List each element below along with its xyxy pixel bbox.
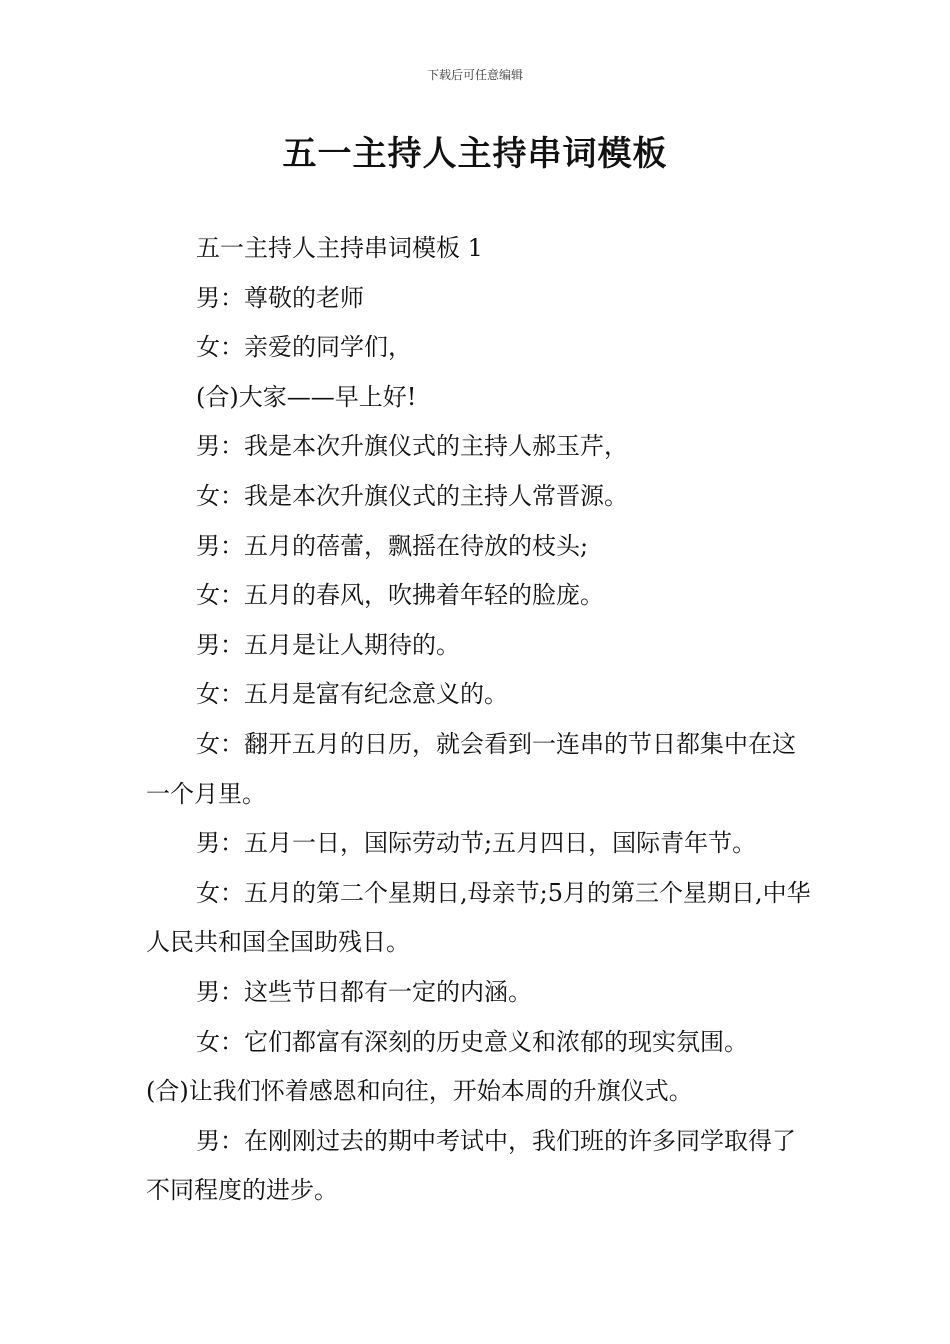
header-note: 下载后可任意编辑 — [426, 68, 523, 82]
paragraph: 女：五月的第二个星期日,母亲节;5月的第三个星期日,中华人民共和国全国助残日。 — [146, 878, 811, 957]
paragraph: 男：五月一日，国际劳动节;五月四日，国际青年节。 — [196, 829, 757, 858]
paragraph: 男：五月是让人期待的。 — [196, 630, 460, 659]
document-body — [146, 224, 814, 1216]
paragraph-section-heading: 五一主持人主持串词模板 1 — [196, 234, 483, 262]
paragraph: 女：我是本次升旗仪式的主持人常晋源。 — [196, 481, 628, 510]
paragraph: 女：亲爱的同学们， — [196, 333, 412, 362]
paragraph: (合)让我们怀着感恩和向往，开始本周的升旗仪式。 — [146, 1077, 693, 1106]
paragraph: 男：在刚刚过去的期中考试中，我们班的许多同学取得了不同程度的进步。 — [146, 1126, 796, 1205]
paragraph: 女：翻开五月的日历，就会看到一连串的节日都集中在这一个月里。 — [146, 729, 796, 808]
paragraph: (合)大家——早上好! — [196, 382, 417, 411]
document-title: 五一主持人主持串词模板 — [282, 134, 668, 174]
paragraph: 女：它们都富有深刻的历史意义和浓郁的现实氛围。 — [196, 1027, 748, 1056]
paragraph: 女：五月的春风，吹拂着年轻的脸庞。 — [196, 581, 604, 610]
paragraph: 男：我是本次升旗仪式的主持人郝玉芹， — [196, 432, 628, 461]
paragraph: 男：尊敬的老师 — [196, 283, 364, 312]
paragraph: 男：五月的蓓蕾，飘摇在待放的枝头; — [196, 531, 589, 560]
paragraph: 女：五月是富有纪念意义的。 — [196, 680, 508, 709]
paragraph: 男：这些节日都有一定的内涵。 — [196, 977, 532, 1006]
